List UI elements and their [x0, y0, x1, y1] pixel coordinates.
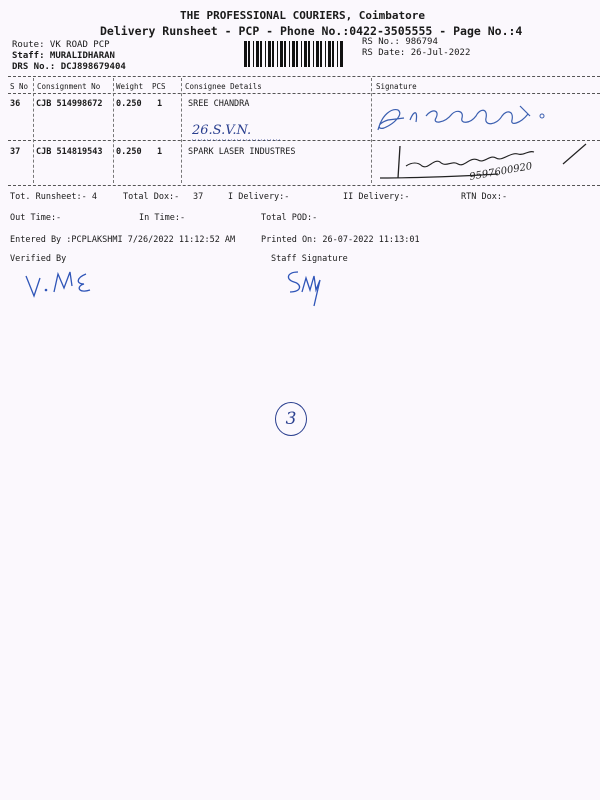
row-consignment-no: CJB 514998672 — [36, 99, 103, 109]
ii-delivery: II Delivery:- — [343, 192, 410, 202]
circled-page-marker — [275, 402, 307, 436]
row-consignment-no: CJB 514819543 — [36, 147, 103, 157]
column-divider — [181, 78, 182, 183]
header-consignee: Consignee Details — [185, 82, 262, 91]
company-name: THE PROFESSIONAL COURIERS, Coimbatore — [180, 9, 426, 22]
table-header-border — [8, 93, 600, 94]
route-text: Route: VK ROAD PCP — [12, 40, 110, 50]
row-pcs: 1 — [157, 99, 163, 109]
barcode — [244, 41, 344, 67]
out-time: Out Time:- — [10, 213, 62, 223]
header-signature: Signature — [376, 82, 417, 91]
staff-signature — [282, 266, 332, 310]
row-weight: 0.250 — [116, 147, 142, 157]
total-pod: Total POD:- — [261, 213, 318, 223]
column-divider — [113, 78, 114, 183]
column-divider — [33, 78, 34, 183]
drs-number: DRS No.: DCJ898679404 — [12, 62, 126, 72]
svg-text:26.S.V.N.: 26.S.V.N. — [192, 123, 252, 138]
row-weight: 0.250 — [116, 99, 142, 109]
row-consignee: SREE CHANDRA — [188, 99, 250, 109]
runsheet-title: Delivery Runsheet - PCP - Phone No.:0422-3505555 - Page No.:4 — [100, 24, 523, 38]
header-sno: S No — [10, 82, 29, 91]
entered-by: Entered By :PCPLAKSHMI 7/26/2022 11:12:52 AM — [10, 235, 236, 245]
table-top-border — [8, 76, 600, 77]
signature-row-36 — [370, 96, 560, 140]
in-time: In Time:- — [139, 213, 186, 223]
handwritten-address — [190, 118, 310, 142]
row-consignee: SPARK LASER INDUSTRES — [188, 147, 296, 157]
verified-by-label: Verified By — [10, 254, 67, 264]
circled-number: 3 — [285, 409, 297, 429]
staff-signature-label: Staff Signature — [271, 254, 348, 264]
verified-by-signature — [24, 268, 104, 300]
row-sno: 36 — [10, 99, 21, 109]
header-consignment: Consignment No — [37, 82, 101, 91]
printed-on: Printed On: 26-07-2022 11:13:01 — [261, 235, 420, 245]
row-sno: 37 — [10, 147, 21, 157]
header-pcs: PCS — [152, 82, 166, 91]
rs-number: RS No.: 986794 — [362, 37, 438, 47]
rs-date: RS Date: 26-Jul-2022 — [362, 48, 471, 58]
signature-row-37 — [378, 138, 600, 188]
total-dox-label: Total Dox:- — [123, 192, 180, 202]
tot-runsheet: Tot. Runsheet:- 4 — [10, 192, 97, 202]
svg-text:9597600920: 9597600920 — [468, 161, 534, 183]
header-weight: Weight — [116, 82, 144, 91]
i-delivery: I Delivery:- — [228, 192, 290, 202]
total-dox-value: 37 — [193, 192, 204, 202]
staff-text: Staff: MURALIDHARAN — [12, 51, 115, 61]
rtn-dox: RTN Dox:- — [461, 192, 508, 202]
row-pcs: 1 — [157, 147, 163, 157]
